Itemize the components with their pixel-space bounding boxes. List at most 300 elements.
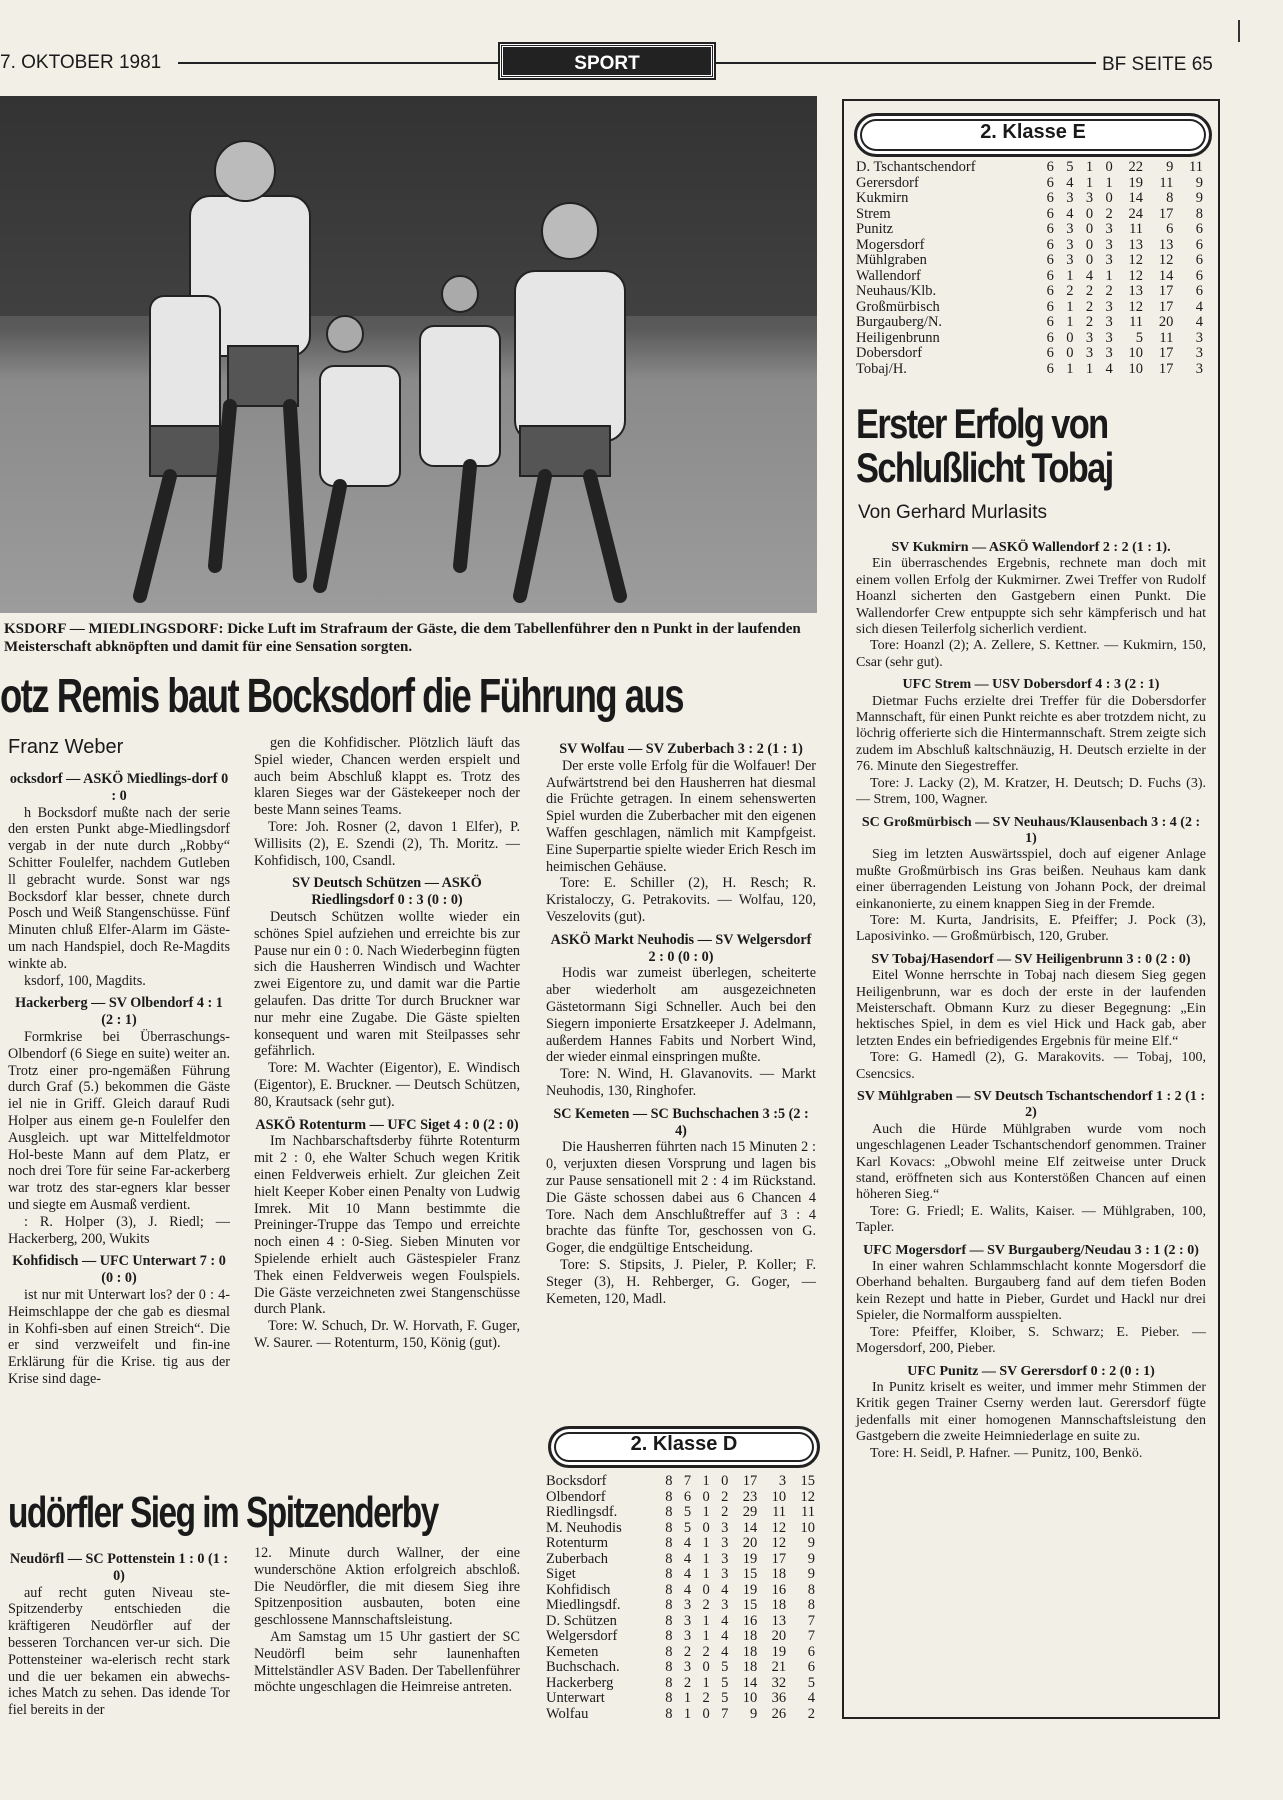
team-name: Olbendorf xyxy=(546,1488,606,1505)
article-paragraph: Auch die Hürde Mühlgraben wurde vom noch ungeschlagenen Leader Tschantschendorf genommen. Trainer Karl Kovacs: „Obwohl meine Elf zeitweise unter Druck stand, eröffneten sich aus Konterstößen Chancen auf einen höheren Sieg.“ xyxy=(856,1121,1206,1203)
table-e-row xyxy=(856,284,1206,300)
stat-value: 2 xyxy=(1066,283,1074,299)
team-name: Punitz xyxy=(856,221,894,237)
stat-value: 6 xyxy=(1195,236,1203,253)
article1-column-3 xyxy=(546,735,816,1307)
match-photo-image xyxy=(0,96,817,613)
stat-value: 23 xyxy=(742,1488,758,1505)
stat-value: 4 xyxy=(1195,298,1203,315)
team-name: Rotenturm xyxy=(546,1535,609,1551)
stat-value: 1 xyxy=(1085,159,1094,175)
article-paragraph: Ein überraschendes Ergebnis, rechnete man doch mit einem vollen Erfolg der Kukmirner. Zwei Treffer von Rudolf Hoanzl sicherten den Gastgebern einen Punkt. Die Wallendorfer Crew entpuppte sich sehr kämpferisch und hat sich diesen Teilerfolg sicherlich verdient. xyxy=(856,556,1206,638)
article-paragraph: Am Samstag um 15 Uhr gastiert der SC Neudörfl beim sehr launenhaften Mittelständler ASV Baden. Der Tabellenführer möchte ungeschlagen die Heimreise antreten. xyxy=(254,1628,520,1696)
stat-value: 6 xyxy=(1166,221,1174,237)
stat-value: 3 xyxy=(1085,345,1094,361)
stat-value: 6 xyxy=(1046,267,1054,284)
stat-value: 0 xyxy=(721,1473,729,1489)
team-name: D. Schützen xyxy=(546,1612,617,1629)
stat-value: 2 xyxy=(683,1643,692,1660)
stat-value: 2 xyxy=(1085,283,1094,299)
stat-value: 0 xyxy=(1085,236,1094,253)
stat-value: 1 xyxy=(1066,267,1074,284)
stat-value: 14 xyxy=(1128,190,1144,206)
stat-value: 1 xyxy=(702,1473,710,1489)
table-e-row xyxy=(856,160,1206,176)
stat-value: 4 xyxy=(721,1581,729,1598)
stat-value: 21 xyxy=(771,1659,787,1675)
stat-value: 0 xyxy=(1085,252,1094,268)
stat-value: 12 xyxy=(771,1535,787,1551)
article-paragraph: h Bocksdorf mußte nach der serie den ersten Punkt abge-Miedlingsdorf vergab in der nute durch „Robby“ Schitter Foulelfer, nachdem Gutleben ll gebracht wurde. Sonst war ngs Bocksdorf klar besser, chnete durch Posch und Weiß Stangenschüsse. Fünf Minuten chluß Elfer-Alarm im Gäste-um nach Handspiel, doch Re-Magdits winkte ab. xyxy=(8,804,230,972)
stat-value: 10 xyxy=(1128,345,1144,361)
stat-value: 6 xyxy=(1046,252,1054,268)
stat-value: 6 xyxy=(1046,360,1054,377)
stat-value: 5 xyxy=(683,1519,692,1536)
stat-value: 10 xyxy=(800,1519,815,1536)
stat-value: 6 xyxy=(1046,314,1054,330)
article-paragraph: In Punitz kriselt es weiter, und immer mehr Stimmen der Kritik gegen Trainer Cserny werden laut. Gerersdorf fügte jedenfalls mit einer homogenen Mannschaftsleistung den Gastgebern die zweite Heimniederlage en suite zu. xyxy=(856,1379,1206,1445)
stat-value: 5 xyxy=(721,1674,729,1691)
stat-value: 5 xyxy=(1135,329,1144,346)
stat-value: 1 xyxy=(1105,174,1113,191)
stat-value: 1 xyxy=(702,1628,710,1644)
stat-value: 32 xyxy=(771,1674,787,1691)
stat-value: 8 xyxy=(665,1550,673,1567)
stat-value: 9 xyxy=(749,1705,758,1722)
stat-value: 6 xyxy=(1195,252,1203,268)
stat-value: 20 xyxy=(1158,314,1174,330)
stat-value: 18 xyxy=(742,1643,758,1660)
team-name: Siget xyxy=(546,1566,576,1582)
article-paragraph: Im Nachbarschaftsderby führte Rotenturm mit 2 : 0, ehe Walter Schuch wegen Kritik einen Feldverweis erhielt. Zur gleichen Zeit hielt Keeper Kober einen Penalty von Ludwig Imrek. Mit 10 Mann bestimmte die Preininger-Truppe das Tempo und erreichte noch einen 4 : 0-Sieg. Sieben Minuten vor Spielende erhielt auch Gästespieler Franz Thek einen Feldverweis wegen Foulspiels. Die Gäste verzeichneten zwei Stangenschüsse durch Plank. xyxy=(254,1133,520,1318)
stat-value: 18 xyxy=(771,1597,787,1613)
article-paragraph: In einer wahren Schlammschlacht konnte Mogersdorf die Oberhand behalten. Burgauberg fand auf dem tiefen Boden kein Rezept und hatte in Pieber, Gurdet und Hackl nur drei Spieler, die Normalform ausspielten. xyxy=(856,1259,1206,1324)
stat-value: 17 xyxy=(1158,205,1174,222)
stat-value: 6 xyxy=(807,1643,815,1660)
stat-value: 3 xyxy=(683,1659,692,1675)
stat-value: 6 xyxy=(1046,205,1054,222)
match-scorers: Tore: E. Schiller (2), H. Resch; R. Kristaloczy, G. Petrakovits. — Wolfau, 120, Veszelovits (gut). xyxy=(546,875,816,925)
stat-value: 8 xyxy=(665,1581,673,1598)
team-name: Wolfau xyxy=(546,1705,589,1722)
stat-value: 17 xyxy=(1158,283,1174,299)
stat-value: 6 xyxy=(1046,174,1054,191)
stat-value: 8 xyxy=(665,1612,673,1629)
table-d-row xyxy=(546,1490,818,1506)
stat-value: 10 xyxy=(742,1690,758,1706)
table-d-row xyxy=(546,1676,818,1692)
match-scorers: Tore: Hoanzl (2); A. Zellere, S. Kettner. — Kukmirn, 150, Csar (sehr gut). xyxy=(856,638,1206,670)
table-d-row xyxy=(546,1645,818,1661)
article-paragraph: Sieg im letzten Auswärtsspiel, doch auf eigener Anlage mußte Großmürbisch ins Gras beißen. Neuhaus kam dank einer überragenden Leistung von Johann Pock, der dreimal einkanonierte, zu einem knappen Sieg in der Fremde. xyxy=(856,847,1206,912)
table-e-row xyxy=(856,238,1206,254)
team-name: Heiligenbrunn xyxy=(856,329,940,346)
team-name: Großmürbisch xyxy=(856,298,940,315)
stat-value: 3 xyxy=(1105,236,1113,253)
stat-value: 8 xyxy=(807,1597,815,1613)
stat-value: 1 xyxy=(702,1535,710,1551)
stat-value: 1 xyxy=(1085,174,1094,191)
table-e-row xyxy=(856,253,1206,269)
stat-value: 19 xyxy=(1128,174,1144,191)
stat-value: 11 xyxy=(1159,174,1174,191)
table-d-row xyxy=(546,1521,818,1537)
article-paragraph: : R. Holper (3), J. Riedl; — Hackerberg, 200, Wukits xyxy=(8,1213,230,1247)
stat-value: 3 xyxy=(1195,360,1203,377)
stat-value: 18 xyxy=(742,1628,758,1644)
stat-value: 13 xyxy=(1128,283,1144,299)
table-d-row xyxy=(546,1474,818,1490)
match-scorers: Tore: N. Wind, H. Glavanovits. — Markt Neuhodis, 130, Ringhofer. xyxy=(546,1066,816,1099)
stat-value: 7 xyxy=(807,1628,815,1644)
table-d-title: 2. Klasse D xyxy=(548,1426,820,1468)
stat-value: 9 xyxy=(1195,190,1203,206)
article3-body xyxy=(856,534,1206,1462)
stat-value: 5 xyxy=(721,1659,729,1675)
stat-value: 8 xyxy=(807,1581,815,1598)
stat-value: 8 xyxy=(665,1473,673,1489)
stat-value: 3 xyxy=(721,1535,729,1551)
table-d-row xyxy=(546,1567,818,1583)
stat-value: 8 xyxy=(1195,205,1203,222)
stat-value: 1 xyxy=(683,1705,692,1722)
stat-value: 26 xyxy=(771,1705,787,1722)
edge-mark xyxy=(1238,20,1240,42)
table-e-row xyxy=(856,176,1206,192)
stat-value: 11 xyxy=(1129,314,1144,330)
stat-value: 12 xyxy=(1128,252,1144,268)
table-d-row xyxy=(546,1536,818,1552)
stat-value: 3 xyxy=(1105,221,1113,237)
stat-value: 6 xyxy=(1046,283,1054,299)
table-e-row xyxy=(856,315,1206,331)
table-d-row xyxy=(546,1707,818,1723)
match-title: Neudörfl — SC Pottenstein 1 : 0 (1 : 0) xyxy=(9,1551,229,1584)
stat-value: 3 xyxy=(683,1628,692,1644)
stat-value: 18 xyxy=(742,1659,758,1675)
stat-value: 9 xyxy=(807,1566,815,1582)
article-paragraph: 12. Minute durch Wallner, der eine wunderschöne Aktion erfolgreich abschloß. Die Neudörfler, die mit diesem Sieg ihre Spitzenposition ausbauten, boten eine geschlossene Mannschaftsleistung. xyxy=(254,1545,520,1629)
stat-value: 19 xyxy=(771,1643,787,1660)
stat-value: 16 xyxy=(742,1612,758,1629)
stat-value: 17 xyxy=(1158,298,1174,315)
stat-value: 1 xyxy=(702,1566,710,1582)
stat-value: 0 xyxy=(702,1519,710,1536)
stat-value: 0 xyxy=(702,1659,710,1675)
stat-value: 4 xyxy=(721,1612,729,1629)
stat-value: 3 xyxy=(1105,252,1113,268)
match-scorers: Tore: M. Kurta, Jandrisits, E. Pfeiffer; J. Pock (3), Laposivinko. — Großmürbisch, 120, Gruber. xyxy=(856,912,1206,945)
stat-value: 3 xyxy=(721,1566,729,1582)
stat-value: 14 xyxy=(742,1519,758,1536)
stat-value: 6 xyxy=(683,1488,692,1505)
page-number: BF SEITE 65 xyxy=(1102,54,1213,75)
article-paragraph: Der erste volle Erfolg für die Wolfauer! Der Aufwärtstrend bei den Hausherren hat diesmal die Früchte getragen. In einem sehenswerten Spiel wurden die Zuberbacher mit den eigenen Waffen geschlagen, nämlich mit Kampfgeist. Eine Superpartie spielte wieder Erich Resch im heimischen Gehäuse. xyxy=(546,757,816,875)
table-e-row xyxy=(856,207,1206,223)
stat-value: 3 xyxy=(683,1597,692,1613)
article-paragraph: Hodis war zumeist überlegen, scheiterte aber wiederholt am ausgezeichneten Gästetormann Sigi Schneller. Auch bei den Siegern imponierte Ersatzkeeper J. Adelmann, außerdem Hannes Fabits und Norbert Wind, der wieder einmal einspringen mußte. xyxy=(546,965,816,1066)
article3-headline-line2: Schlußlicht Tobaj xyxy=(856,444,1113,491)
stat-value: 1 xyxy=(1066,314,1074,330)
article2-column-2 xyxy=(254,1545,520,1696)
stat-value: 11 xyxy=(1189,159,1203,175)
stat-value: 13 xyxy=(771,1612,787,1629)
stat-value: 1 xyxy=(702,1612,710,1629)
match-title: SV Tobaj/Hasendorf — SV Heiligenbrunn 3 : 0 (2 : 0) xyxy=(871,951,1191,967)
stat-value: 0 xyxy=(1066,345,1074,361)
team-name: Gerersdorf xyxy=(856,174,919,191)
stat-value: 3 xyxy=(1066,190,1074,206)
stat-value: 6 xyxy=(1046,236,1054,253)
team-name: Zuberbach xyxy=(546,1550,608,1567)
match-title: SV Kukmirn — ASKÖ Wallendorf 2 : 2 (1 : 1). xyxy=(891,540,1171,555)
table-d-row xyxy=(546,1629,818,1645)
team-name: Miedlingsdf. xyxy=(546,1597,621,1613)
stat-value: 6 xyxy=(1046,221,1054,237)
stat-value: 5 xyxy=(807,1674,815,1691)
header-rule-right xyxy=(714,62,1096,64)
article-paragraph: Deutsch Schützen wollte wieder ein schönes Spiel aufziehen und erreichte bis zur Pause nur ein 0 : 0. Nach Wiederbeginn fügten sich die Hausherren Windisch und Wachter zwei Eigentore zu, und damit war die Partie gelaufen. Das dritte Tor durch Bruckner war nur mehr eine Zugabe. Die Gäste spielten konsequent und waren mit Steilpasses sehr gefährlich. xyxy=(254,908,520,1060)
article-paragraph: ksdorf, 100, Magdits. xyxy=(24,972,146,989)
stat-value: 8 xyxy=(665,1535,673,1551)
stat-value: 9 xyxy=(807,1535,815,1551)
stat-value: 7 xyxy=(721,1705,729,1722)
stat-value: 1 xyxy=(702,1504,710,1520)
stat-value: 3 xyxy=(1105,329,1113,346)
match-scorers: Tore: Joh. Rosner (2, davon 1 Elfer), P. Willisits (2), E. Szendi (2), Th. Moritz. — Kohfidisch, 100, Csandl. xyxy=(254,818,520,869)
stat-value: 6 xyxy=(1195,221,1203,237)
stat-value: 17 xyxy=(1158,345,1174,361)
stat-value: 3 xyxy=(1066,252,1074,268)
stat-value: 6 xyxy=(1195,283,1203,299)
stat-value: 1 xyxy=(702,1674,710,1691)
stat-value: 15 xyxy=(800,1473,815,1489)
stat-value: 1 xyxy=(1066,298,1074,315)
stat-value: 4 xyxy=(1105,360,1113,377)
stat-value: 9 xyxy=(1195,174,1203,191)
article-paragraph: gen die Kohfidischer. Plötzlich läuft das Spiel wieder, Chancen werden erspielt und auch beim Abschluß klappt es. Trotz des klaren Sieges war der Gästekeeper noch der beste Mann seines Teams. xyxy=(254,735,520,819)
stat-value: 2 xyxy=(702,1643,710,1660)
table-e-row xyxy=(856,362,1206,378)
team-name: Hackerberg xyxy=(546,1674,614,1691)
stat-value: 3 xyxy=(683,1612,692,1629)
match-photo xyxy=(0,96,817,613)
stat-value: 1 xyxy=(1085,360,1094,377)
table-e-row xyxy=(856,300,1206,316)
stat-value: 0 xyxy=(702,1581,710,1598)
match-title: ASKÖ Markt Neuhodis — SV Welgersdorf 2 : 0 (0 : 0) xyxy=(550,931,812,965)
team-name: Burgauberg/N. xyxy=(856,314,943,330)
stat-value: 6 xyxy=(1195,267,1203,284)
stat-value: 2 xyxy=(683,1674,692,1691)
stat-value: 2 xyxy=(702,1690,710,1706)
stat-value: 4 xyxy=(1066,174,1074,191)
stat-value: 10 xyxy=(771,1488,787,1505)
table-e-row xyxy=(856,331,1206,347)
table-e-row xyxy=(856,222,1206,238)
stat-value: 11 xyxy=(801,1504,815,1520)
stat-value: 4 xyxy=(683,1581,692,1598)
stat-value: 8 xyxy=(665,1690,673,1706)
stat-value: 1 xyxy=(683,1690,692,1706)
table-d-row xyxy=(546,1505,818,1521)
stat-value: 8 xyxy=(665,1488,673,1505)
stat-value: 5 xyxy=(721,1690,729,1706)
stat-value: 8 xyxy=(665,1566,673,1582)
stat-value: 8 xyxy=(665,1597,673,1613)
header-rule-left xyxy=(178,62,500,64)
match-title: SC Großmürbisch — SV Neuhaus/Klausenbach 3 : 4 (2 : 1) xyxy=(861,814,1201,846)
stat-value: 8 xyxy=(665,1628,673,1644)
stat-value: 8 xyxy=(665,1519,673,1536)
stat-value: 2 xyxy=(702,1597,710,1613)
stat-value: 2 xyxy=(1105,283,1113,299)
article-paragraph: Eitel Wonne herrschte in Tobaj nach diesem Sieg gegen Heiligenbrunn, war es doch der erste in der laufenden Meisterschaft. Obmann Kurz zu dieser Begegnung: „Ein hektisches Spiel, in dem es viel Hick und Hack gab, aber letzten Endes ein befriedigendes Ergebnis für meine Elf.“ xyxy=(856,968,1206,1049)
match-title: UFC Strem — USV Dobersdorf 4 : 3 (2 : 1) xyxy=(902,677,1160,693)
match-title: UFC Mogersdorf — SV Burgauberg/Neudau 3 : 1 (2 : 0) xyxy=(863,1242,1199,1258)
article3-byline: Von Gerhard Murlasits xyxy=(858,502,1048,523)
article-paragraph: Formkrise bei Überraschungs-Olbendorf (6 Siege en suite) weiter an. Trotz einer pro-ngemäßen Führung durch Graf (5.) bekommen die Gäste iel nie in Griff. Gleich darauf Rudi Holper aus einem ge-n Foulelfer den Ausgleich. upt war Mittelfeldmotor Hol-beste Mann auf dem Platz, er noch drei Tore für seine Far-ackerberg war trotz des star-egners klar besser und siegte em Ausmaß verdient. xyxy=(8,1028,230,1213)
stat-value: 12 xyxy=(800,1488,815,1505)
table-e-row xyxy=(856,191,1206,207)
table-e-title: 2. Klasse E xyxy=(854,113,1212,157)
stat-value: 11 xyxy=(1129,221,1144,237)
stat-value: 4 xyxy=(683,1550,692,1567)
photo-caption: KSDORF — MIEDLINGSDORF: Dicke Luft im Strafraum der Gäste, die dem Tabellenführer den n Punkt in der laufenden Meisterschaft abknöpften und damit für eine Sensation sorgten. xyxy=(4,621,801,655)
stat-value: 2 xyxy=(721,1504,729,1520)
team-name: Wallendorf xyxy=(856,267,921,284)
team-name: Unterwart xyxy=(546,1690,605,1706)
stat-value: 4 xyxy=(721,1628,729,1644)
stat-value: 13 xyxy=(1128,236,1144,253)
match-title: SV Mühlgraben — SV Deutsch Tschantschendorf 1 : 2 (1 : 2) xyxy=(857,1089,1205,1121)
stat-value: 0 xyxy=(702,1705,710,1722)
table-e xyxy=(856,160,1206,377)
stat-value: 6 xyxy=(807,1659,815,1675)
stat-value: 2 xyxy=(1085,298,1094,315)
stat-value: 1 xyxy=(1105,267,1113,284)
stat-value: 4 xyxy=(807,1690,815,1706)
article-paragraph: ist nur mit Unterwart los? der 0 : 4-Heimschlappe der che gab es diesmal in Kohfi-sben auf einen Streich“. Die er sind verzweifelt und fin-ine Erklärung für die Krise. tig aus der Krise sind dage- xyxy=(8,1286,230,1387)
table-d-row xyxy=(546,1583,818,1599)
table-d-row xyxy=(546,1660,818,1676)
stat-value: 20 xyxy=(771,1628,787,1644)
stat-value: 4 xyxy=(1085,267,1094,284)
stat-value: 12 xyxy=(1128,267,1144,284)
match-scorers: Tore: W. Schuch, Dr. W. Horvath, F. Guger, W. Saurer. — Rotenturm, 150, König (gut). xyxy=(254,1318,520,1351)
stat-value: 3 xyxy=(1105,298,1113,315)
stat-value: 6 xyxy=(1046,298,1054,315)
stat-value: 8 xyxy=(665,1504,673,1520)
stat-value: 12 xyxy=(1158,252,1174,268)
team-name: Neuhaus/Klb. xyxy=(856,283,937,299)
stat-value: 6 xyxy=(1046,345,1054,361)
stat-value: 15 xyxy=(742,1566,758,1582)
article1-column-2 xyxy=(254,735,520,1352)
stat-value: 4 xyxy=(1066,205,1074,222)
team-name: Dobersdorf xyxy=(856,345,923,361)
match-title: ocksdorf — ASKÖ Miedlings-dorf 0 : 0 xyxy=(9,771,229,804)
match-scorers: Tore: Pfeiffer, Kloiber, S. Schwarz; E. Pieber. — Mogersdorf, 200, Pieber. xyxy=(856,1324,1206,1357)
stat-value: 19 xyxy=(742,1581,758,1598)
team-name: Riedlingsdf. xyxy=(546,1504,618,1520)
team-name: Welgersdorf xyxy=(546,1628,618,1644)
stat-value: 3 xyxy=(1085,190,1094,206)
stat-value: 3 xyxy=(1066,221,1074,237)
stat-value: 10 xyxy=(1128,360,1144,377)
match-scorers: Tore: G. Friedl; E. Walits, Kaiser. — Mühlgraben, 100, Tapler. xyxy=(856,1203,1206,1236)
stat-value: 11 xyxy=(772,1504,787,1520)
match-title: Hackerberg — SV Olbendorf 4 : 1 (2 : 1) xyxy=(15,995,223,1029)
stat-value: 29 xyxy=(742,1504,758,1520)
article1-column-1 xyxy=(8,765,230,1388)
stat-value: 8 xyxy=(665,1643,673,1660)
stat-value: 0 xyxy=(1085,205,1094,222)
stat-value: 3 xyxy=(778,1473,787,1489)
table-d xyxy=(546,1474,818,1722)
match-title: SV Wolfau — SV Zuberbach 3 : 2 (1 : 1) xyxy=(559,741,803,757)
team-name: Strem xyxy=(856,205,891,222)
stat-value: 8 xyxy=(665,1674,673,1691)
stat-value: 1 xyxy=(1066,360,1074,377)
article2-headline: udörfler Sieg im Spitzenderby xyxy=(8,1488,438,1537)
stat-value: 13 xyxy=(1158,236,1174,253)
table-d-row xyxy=(546,1598,818,1614)
article1-byline: Franz Weber xyxy=(8,736,124,758)
team-name: Kemeten xyxy=(546,1643,599,1660)
stat-value: 3 xyxy=(721,1519,729,1536)
stat-value: 3 xyxy=(721,1597,729,1613)
stat-value: 5 xyxy=(683,1504,692,1520)
stat-value: 3 xyxy=(1195,329,1203,346)
stat-value: 8 xyxy=(1166,190,1174,206)
article2-column-1 xyxy=(8,1545,230,1719)
match-scorers: Tore: H. Seidl, P. Hafner. — Punitz, 100, Benkö. xyxy=(870,1445,1143,1461)
stat-value: 6 xyxy=(1046,190,1054,206)
article-paragraph: Dietmar Fuchs erzielte drei Treffer für die Dobersdorfer Mannschaft, für einen Punkt reichte es aber trotzdem nicht, zu löchrig offerierte sich die Hintermannschaft. Strem zeigte sich zudem im Abschluß kaltschnäuzig, H. Deutsch erzielte in der 76. Minute den Siegestreffer. xyxy=(856,693,1206,775)
stat-value: 0 xyxy=(1105,159,1113,175)
stat-value: 7 xyxy=(807,1612,815,1629)
stat-value: 15 xyxy=(742,1597,758,1613)
stat-value: 3 xyxy=(1066,236,1074,253)
match-scorers: Tore: J. Lacky (2), M. Kratzer, H. Deutsch; D. Fuchs (3). — Strem, 100, Wagner. xyxy=(856,775,1206,808)
stat-value: 14 xyxy=(742,1674,758,1691)
stat-value: 14 xyxy=(1158,267,1174,284)
team-name: Tobaj/H. xyxy=(856,360,907,377)
stat-value: 2 xyxy=(1085,314,1094,330)
article-paragraph: auf recht guten Niveau ste-Spitzenderby entschieden die kräftigeren Neudörfler auf der besseren Torchancen ver-ur sich. Die Pottensteiner wa-elerisch recht stark und die uer bekamen ein abwechs-iches Match zu sehen. Das idende Tor fiel bereits in der xyxy=(8,1584,230,1719)
stat-value: 4 xyxy=(683,1566,692,1582)
stat-value: 6 xyxy=(1046,329,1054,346)
section-label: SPORT xyxy=(500,44,714,78)
article-paragraph: Die Hausherren führten nach 15 Minuten 2 : 0, verjuxten diesen Vorsprung und lagen bis zur Pause sensationell mit 2 : 4 im Rückstand. Die Gäste schossen dabei aus 6 Chancen 4 Tore. Nach dem Anschlußtreffer auf 3 : 4 brachte das fünfte Tor, geschossen von G. Goger, die endgültige Entscheidung. xyxy=(546,1139,816,1257)
team-name: Bocksdorf xyxy=(546,1473,607,1489)
match-title: Kohfidisch — UFC Unterwart 7 : 0 (0 : 0) xyxy=(12,1253,226,1287)
stat-value: 7 xyxy=(683,1473,692,1489)
match-title: ASKÖ Rotenturm — UFC Siget 4 : 0 (2 : 0) xyxy=(255,1116,519,1133)
match-scorers: Tore: S. Stipsits, J. Pieler, P. Koller; F. Steger (3), H. Rehberger, G. Goger, — Kemeten, 120, Madl. xyxy=(546,1256,816,1307)
team-name: M. Neuhodis xyxy=(546,1519,622,1536)
team-name: Kukmirn xyxy=(856,190,909,206)
table-d-row xyxy=(546,1614,818,1630)
stat-value: 17 xyxy=(1158,360,1174,377)
stat-value: 18 xyxy=(771,1566,787,1582)
stat-value: 3 xyxy=(721,1550,729,1567)
team-name: Mühlgraben xyxy=(856,252,927,268)
stat-value: 4 xyxy=(1195,314,1203,330)
team-name: D. Tschantschendorf xyxy=(856,159,976,175)
stat-value: 36 xyxy=(771,1690,787,1706)
